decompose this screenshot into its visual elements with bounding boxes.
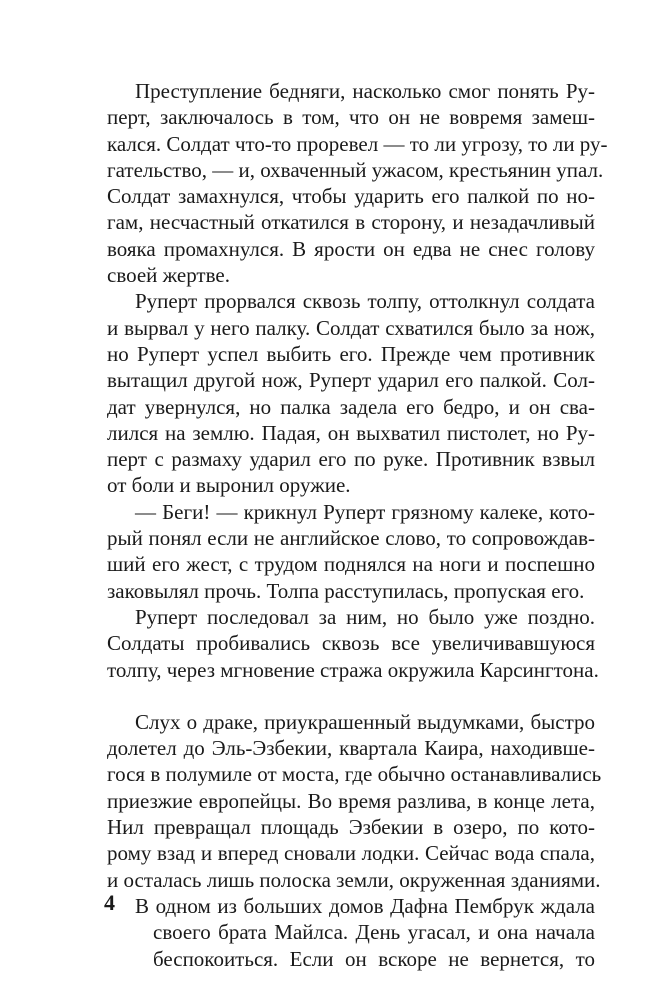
- text-body: [107, 78, 608, 972]
- text-line: и осталась лишь полоска земли, окруженная зданиями.: [107, 867, 601, 892]
- text-line: но Руперт успел выбить его. Прежде чем противник: [107, 341, 595, 366]
- text-line: толпу, через мгновение стража окружила Карсингтона.: [107, 657, 599, 682]
- text-line: Руперт прорвался сквозь толпу, оттолкнул солдата: [135, 289, 595, 314]
- text-line: долетел до Эль-Эзбекии, квартала Каира, находивше-: [107, 736, 595, 761]
- text-line: своего брата Майлса. День угасал, и она начала: [153, 920, 595, 945]
- text-line: и вырвал у него палку. Солдат схватился было за нож,: [107, 315, 595, 340]
- text-line: гательство, — и, охваченный ужасом, крестьянин упал.: [107, 157, 604, 182]
- text-line: Руперт последовал за ним, но было уже поздно.: [135, 604, 595, 629]
- text-line: Нил превращал площадь Эзбекии в озеро, по кото-: [107, 815, 595, 840]
- text-line: ший его жест, с трудом поднялся на ноги и поспешно: [107, 552, 595, 577]
- text-line: дат увернулся, но палка задела его бедро, и он сва-: [107, 394, 595, 419]
- text-line: вытащил другой нож, Руперт ударил его палкой. Сол-: [107, 368, 595, 393]
- text-line: кался. Солдат что-то проревел — то ли угрозу, то ли ру-: [107, 131, 608, 156]
- text-line: Солдаты пробивались сквозь все увеличивавшуюся: [107, 631, 595, 656]
- text-line: рый понял если не английское слово, то сопровождав-: [107, 526, 595, 551]
- text-line: перт с размаху ударил его по руке. Противник взвыл: [107, 447, 595, 472]
- text-line: рому взад и вперед сновали лодки. Сейчас вода спала,: [107, 841, 595, 866]
- text-line: В одном из больших домов Дафна Пембрук ждала: [135, 893, 595, 918]
- text-line: Преступление бедняги, насколько смог понять Ру-: [135, 79, 595, 103]
- page-number: 4: [104, 890, 115, 915]
- text-line: приезжие европейцы. Во время разлива, в конце лета,: [107, 788, 595, 813]
- text-line: заковылял прочь. Толпа расступилась, пропуская его.: [107, 578, 585, 603]
- text-line: своей жертве.: [107, 263, 230, 288]
- dialogue-line: — Беги! — крикнул Руперт грязному калеке, кото-: [135, 499, 595, 524]
- text-line: от боли и выронил оружие.: [107, 473, 351, 498]
- text-line: вояка промахнулся. В ярости он едва не снес голову: [107, 236, 595, 261]
- text-line: перт, заключалось в том, что он не вовремя замеш-: [107, 105, 595, 130]
- text-line: беспокоиться. Если он вскоре не вернется, то: [153, 946, 595, 971]
- text-line: Солдат замахнулся, чтобы ударить его палкой по но-: [107, 184, 595, 209]
- section-break: [107, 683, 595, 709]
- text-line: гам, несчастный откатился в сторону, и незадачливый: [107, 210, 595, 235]
- text-line: гося в полумиле от моста, где обычно останавливались: [107, 762, 602, 787]
- text-line: Слух о драке, приукрашенный выдумками, быстро: [135, 709, 595, 734]
- text-line: лился на землю. Падая, он выхватил пистолет, но Ру-: [107, 420, 595, 445]
